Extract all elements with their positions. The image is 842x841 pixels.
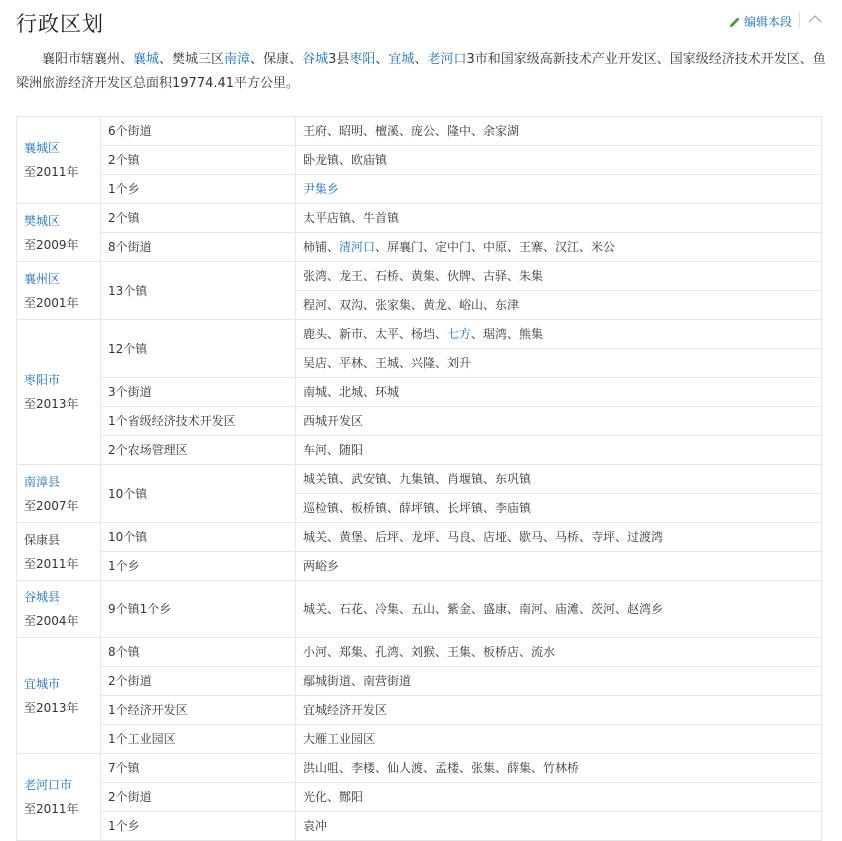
table-row xyxy=(17,667,822,696)
place-text: 两峪乡 xyxy=(303,559,340,573)
pencil-icon xyxy=(729,16,741,28)
division-type: 2个镇 xyxy=(101,204,296,233)
division-type: 7个镇 xyxy=(101,754,296,783)
intro-text: 3县 xyxy=(328,52,350,67)
table-row xyxy=(17,378,822,407)
division-list xyxy=(296,812,822,841)
table-row xyxy=(17,320,822,349)
intro-text: 襄阳市辖襄州、 xyxy=(42,52,134,67)
link-zaoyang[interactable]: 枣阳 xyxy=(349,52,376,67)
division-list xyxy=(296,552,822,581)
link-gucheng[interactable]: 谷城 xyxy=(302,52,329,67)
division-list xyxy=(296,291,822,320)
intro-text: 、樊城三区 xyxy=(159,52,225,67)
district-cell xyxy=(17,262,101,320)
district-year: 至2001年 xyxy=(24,295,79,310)
place-text: 巡检镇、板桥镇、薛坪镇、长坪镇、李庙镇 xyxy=(303,501,532,515)
division-type: 1个省级经济技术开发区 xyxy=(101,407,296,436)
district-cell xyxy=(17,465,101,523)
division-list xyxy=(296,407,822,436)
link-xiangcheng[interactable]: 襄城 xyxy=(133,52,160,67)
place-link[interactable]: 清河口 xyxy=(339,240,376,254)
table-row xyxy=(17,725,822,754)
district-cell xyxy=(17,638,101,754)
link-yicheng[interactable]: 宜城 xyxy=(388,52,415,67)
place-text: 南城、北城、环城 xyxy=(303,385,400,399)
table-row xyxy=(17,754,822,783)
division-list xyxy=(296,378,822,407)
place-text: 太平店镇、牛首镇 xyxy=(303,211,400,225)
division-type: 1个乡 xyxy=(101,175,296,204)
intro-text: 、 xyxy=(414,52,428,67)
division-type: 6个街道 xyxy=(101,117,296,146)
division-list xyxy=(296,320,822,349)
division-type: 1个经济开发区 xyxy=(101,696,296,725)
division-list xyxy=(296,175,822,204)
table-row xyxy=(17,783,822,812)
intro-text: 、保康、 xyxy=(250,52,303,67)
division-type: 3个街道 xyxy=(101,378,296,407)
table-row xyxy=(17,812,822,841)
table-row xyxy=(17,407,822,436)
division-type: 1个乡 xyxy=(101,812,296,841)
intro-text: 、 xyxy=(375,52,389,67)
place-link[interactable]: 尹集乡 xyxy=(303,182,340,196)
district-name[interactable]: 襄州区 xyxy=(24,271,61,286)
place-text: 程河、双沟、张家集、黄龙、峪山、东津 xyxy=(303,298,520,312)
table-row xyxy=(17,523,822,552)
place-text: 城关、黄堡、后坪、龙坪、马良、店垭、歇马、马桥、寺坪、过渡湾 xyxy=(303,530,664,544)
district-name[interactable]: 樊城区 xyxy=(24,213,61,228)
place-text: 宜城经济开发区 xyxy=(303,703,388,717)
place-text: 鹿头、新市、太平、杨垱、 xyxy=(303,327,448,341)
division-list xyxy=(296,783,822,812)
place-text: 鄢城街道、南营街道 xyxy=(303,674,412,688)
division-type: 8个镇 xyxy=(101,638,296,667)
table-row xyxy=(17,146,822,175)
division-list xyxy=(296,754,822,783)
division-list xyxy=(296,146,822,175)
district-year: 至2011年 xyxy=(24,802,79,816)
place-text: 小河、郑集、孔湾、刘猴、王集、板桥店、流水 xyxy=(303,645,556,659)
district-cell xyxy=(17,523,101,581)
place-text: 大雁工业园区 xyxy=(303,732,376,746)
district-year: 至2013年 xyxy=(24,397,79,411)
header-divider xyxy=(799,12,800,28)
division-type: 2个镇 xyxy=(101,146,296,175)
division-list xyxy=(296,204,822,233)
table-row xyxy=(17,204,822,233)
place-link[interactable]: 七方 xyxy=(447,327,472,341)
place-text: 吴店、平林、王城、兴隆、刘升 xyxy=(303,356,472,370)
division-type: 13个镇 xyxy=(101,262,296,320)
district-cell xyxy=(17,204,101,262)
division-type: 2个街道 xyxy=(101,667,296,696)
division-list xyxy=(296,349,822,378)
division-list xyxy=(296,696,822,725)
division-type: 1个工业园区 xyxy=(101,725,296,754)
district-name[interactable]: 宜城市 xyxy=(24,676,61,691)
district-year: 至2011年 xyxy=(24,165,79,179)
district-year: 至2007年 xyxy=(24,498,79,513)
table-row xyxy=(17,436,822,465)
district-name[interactable]: 襄城区 xyxy=(24,141,61,155)
table-row xyxy=(17,465,822,494)
division-list xyxy=(296,667,822,696)
table-row xyxy=(17,552,822,581)
place-text: 洪山咀、李楼、仙人渡、孟楼、张集、薛集、竹林桥 xyxy=(303,761,580,775)
district-name: 保康县 xyxy=(24,532,61,547)
place-text: 西城开发区 xyxy=(303,414,364,428)
district-year: 至2004年 xyxy=(24,614,79,628)
division-type: 10个镇 xyxy=(101,523,296,552)
table-row xyxy=(17,175,822,204)
division-type: 10个镇 xyxy=(101,465,296,523)
place-text: 、屏襄门、定中门、中原、王寨、汉江、米公 xyxy=(375,240,616,254)
division-list xyxy=(296,465,822,494)
district-year: 至2013年 xyxy=(24,700,79,715)
division-list xyxy=(296,494,822,523)
link-nanzhang[interactable]: 南漳 xyxy=(224,52,251,67)
division-list xyxy=(296,523,822,552)
division-type: 12个镇 xyxy=(101,320,296,378)
district-name[interactable]: 谷城县 xyxy=(24,590,61,604)
division-type: 8个街道 xyxy=(101,233,296,262)
table-row xyxy=(17,233,822,262)
division-list xyxy=(296,638,822,667)
table-row xyxy=(17,262,822,291)
district-year: 至2009年 xyxy=(24,237,79,252)
division-list xyxy=(296,725,822,754)
section-title: 行政区划 xyxy=(16,12,104,36)
intro-paragraph xyxy=(16,48,826,96)
division-type: 2个农场管理区 xyxy=(101,436,296,465)
intro-text: 3市和国家级高新技术产业开发区、国家级经济技术开发区、鱼梁洲旅游经济开发区总面积19774.41平方公里。 xyxy=(16,52,826,91)
district-name[interactable]: 老河口市 xyxy=(24,778,73,792)
link-laohekou[interactable]: 老河口 xyxy=(427,52,467,67)
district-year: 至2011年 xyxy=(24,556,79,571)
edit-section-label: 编辑本段 xyxy=(743,15,792,29)
place-text: 、琚湾、熊集 xyxy=(471,327,544,341)
district-cell xyxy=(17,117,101,204)
division-table xyxy=(16,116,822,841)
district-cell xyxy=(17,754,101,841)
place-text: 城关镇、武安镇、九集镇、肖堰镇、东巩镇 xyxy=(303,472,532,486)
place-text: 柿铺、 xyxy=(303,240,340,254)
division-list xyxy=(296,262,822,291)
table-row xyxy=(17,117,822,146)
place-text: 卧龙镇、欧庙镇 xyxy=(303,153,388,167)
district-name[interactable]: 枣阳市 xyxy=(24,373,61,387)
district-name[interactable]: 南漳县 xyxy=(24,474,61,489)
place-text: 张湾、龙王、石桥、黄集、伙牌、古驿、朱集 xyxy=(303,269,544,283)
place-text: 车河、随阳 xyxy=(303,443,364,457)
division-type: 1个乡 xyxy=(101,552,296,581)
division-type: 2个街道 xyxy=(101,783,296,812)
place-text: 袁冲 xyxy=(303,819,328,833)
division-list xyxy=(296,581,822,638)
division-list xyxy=(296,436,822,465)
place-text: 城关、石花、冷集、五山、紫金、盛康、南河、庙滩、茨河、赵湾乡 xyxy=(303,602,664,616)
chevron-up-icon[interactable] xyxy=(806,10,824,28)
section-header xyxy=(16,6,826,38)
table-row xyxy=(17,638,822,667)
division-type: 9个镇1个乡 xyxy=(101,581,296,638)
table-row xyxy=(17,581,822,638)
edit-section-button[interactable] xyxy=(729,13,792,30)
place-text: 王府、昭明、檀溪、庞公、隆中、余家湖 xyxy=(303,124,520,138)
division-list xyxy=(296,233,822,262)
place-text: 光化、酂阳 xyxy=(303,790,364,804)
district-cell xyxy=(17,320,101,465)
table-row xyxy=(17,696,822,725)
division-list xyxy=(296,117,822,146)
district-cell xyxy=(17,581,101,638)
